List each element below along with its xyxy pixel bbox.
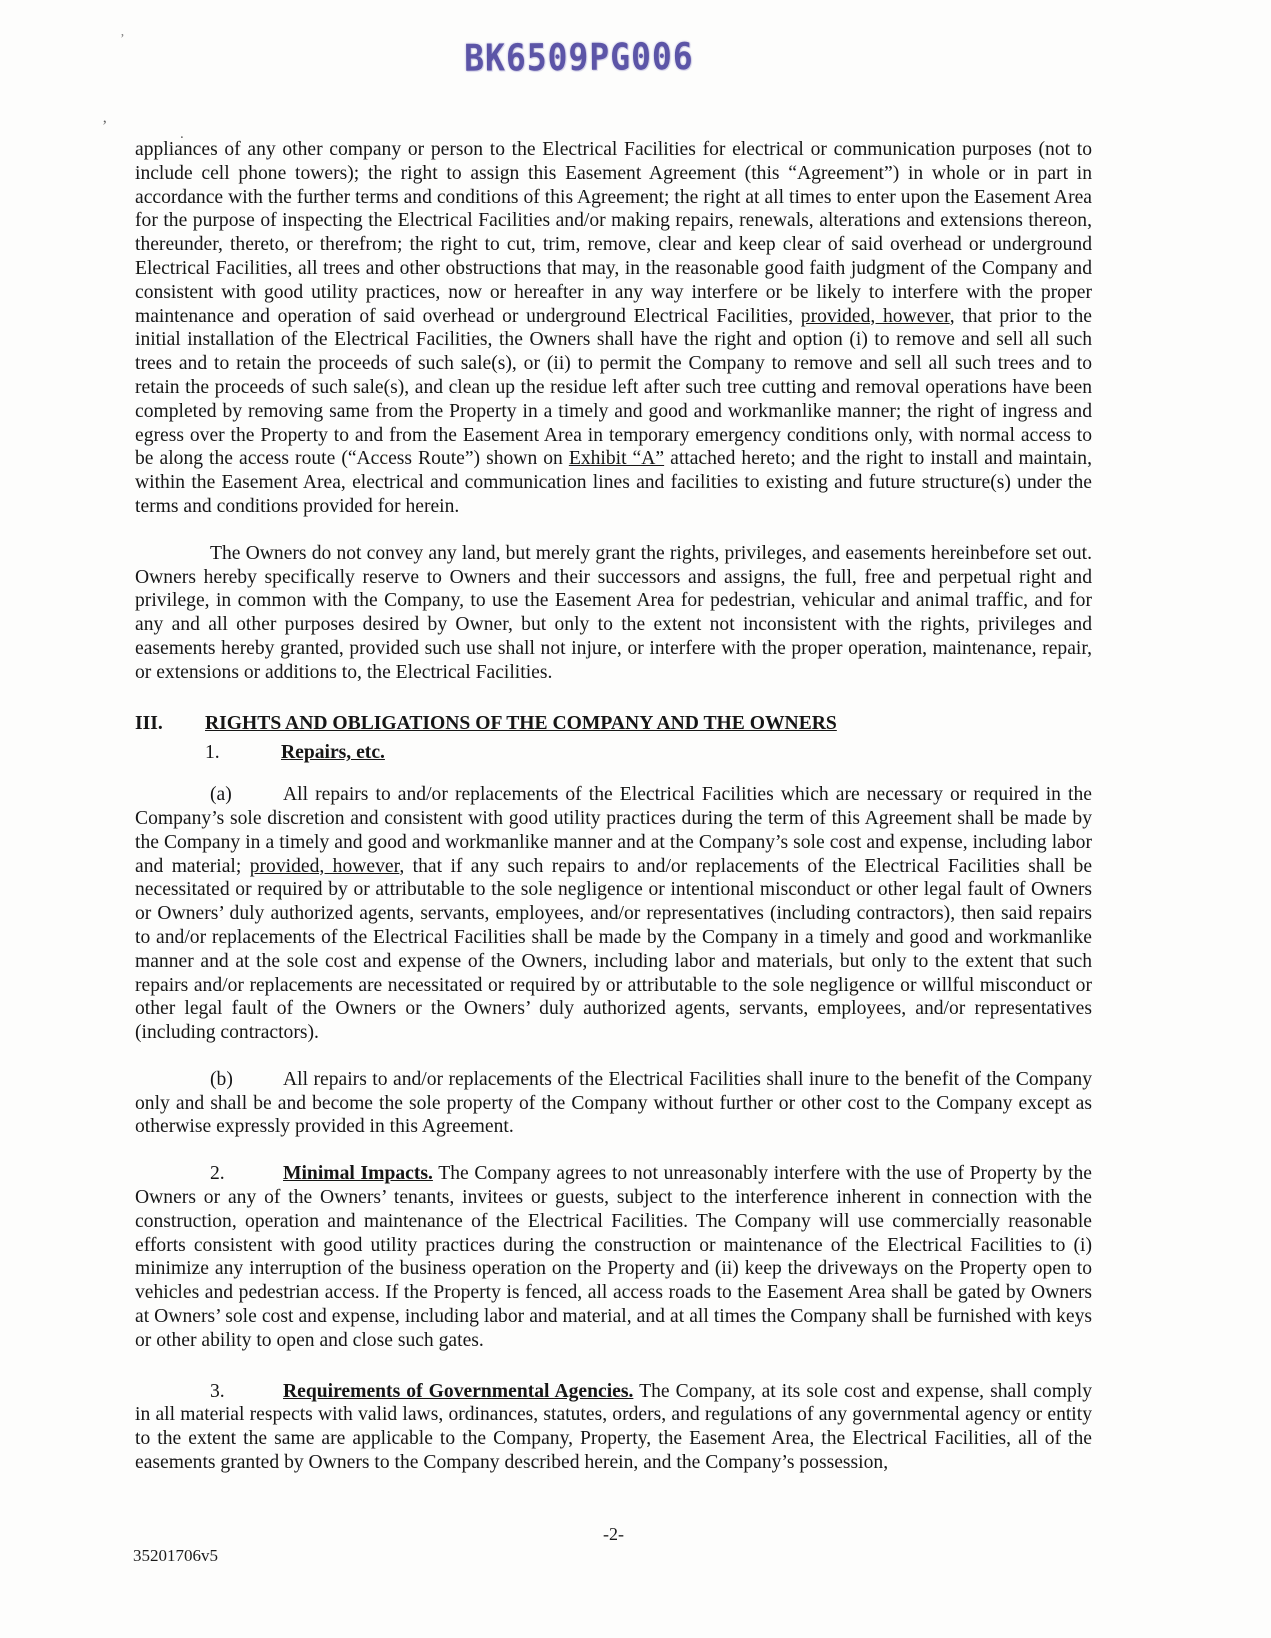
document-version-code: 35201706v5 [133, 1546, 218, 1565]
scan-artifact: . [180, 126, 184, 142]
paragraph-governmental-agencies [135, 1380, 1092, 1475]
body-text: All repairs to and/or replacements of the Electrical Facilities which are necessary or required in the Company’s sole discretion and consistent with good utility practices during the term of this Agreement shall be made by the Company in a timely and good and workmanlike manner and at the Company’s sole cost and expense, including labor and material; [135, 784, 1092, 877]
page-number: -2- [603, 1524, 624, 1544]
book-page-recording-stamp: BK6509PG006 [464, 34, 694, 80]
paragraph-owners-reserve [135, 542, 1092, 685]
body-text: , that if any such repairs to and/or replacements of the Electrical Facilities shall be necessitated or required by or attributable to the sole negligence or intentional misconduct or other legal fault of Owners or Owners’ duly authorized agents, servants, employees, and/or representatives (including contractors), then said repairs to and/or replacements of the Electrical Facilities shall be made by the Company in a timely and good and workmanlike manner and at the sole cost and expense of the Owners, including labor and materials, but only to the extent that such repairs and/or replacements are necessitated or required by or attributable to the sole negligence or willful misconduct or other legal fault of the Owners or the Owners’ duly authorized agents, servants, employees, and/or representatives (including contractors). [135, 855, 1093, 1044]
emphasized-text: Minimal Impacts. [283, 1163, 433, 1185]
body-text: appliances of any other company or person to the Electrical Facilities for electrical or communication purposes (not to include cell phone towers); the right to assign this Easement Agreement (this “Agreement”) in whole or in part in accordance with the further terms and conditions of this Agreement; the right at all times to enter upon the Easement Area for the purpose of inspecting the Electrical Facilities and/or making repairs, renewals, alterations and extensions thereon, thereunder, thereto, or therefrom; the right to cut, trim, remove, clear and keep clear of said overhead or underground Electrical Facilities, all trees and other obstructions that may, in the reasonable good faith judgment of the Company and consistent with good utility practices, now or hereafter in any way interfere or be likely to interfere with the proper maintenance and operation of said overhead or underground Electrical Facilities, [135, 139, 1092, 327]
emphasized-text: provided, however [800, 305, 950, 327]
list-marker: 2. [210, 1163, 225, 1185]
body-text: attached hereto; and the right to install and maintain, within the Easement Area, electrical and communication lines and facilities to existing and future structure(s) under the terms and conditions provided for herein. [135, 448, 1092, 517]
paragraph-repairs-b [135, 1068, 1092, 1139]
body-text: The Company agrees to not unreasonably interfere with the use of Property by the Owners or any of the Owners’ tenants, invitees or guests, subject to the interference inherent in connection with the construction, operation and maintenance of the Electrical Facilities. The Company will use commercially reasonable efforts consistent with good utility practices during the construction or maintenance of the Electrical Facilities to (i) minimize any interruption of the business operation on the Property and (ii) keep the driveways on the Property open to vehicles and pedestrian access. If the Property is fenced, all access roads to the Easement Area shall be gated by Owners at Owners’ sole cost and expense, including labor and material, and at all times the Company shall be furnished with keys or other ability to open and close such gates. [135, 1163, 1093, 1351]
list-marker: 1. [205, 742, 220, 764]
emphasized-text: Requirements of Governmental Agencies. [283, 1380, 634, 1402]
emphasized-text: provided, however [249, 855, 400, 877]
body-text: All repairs to and/or replacements of the Electrical Facilities shall inure to the benefit of the Company only and shall be and become the sole property of the Company without further or other cost to the Company except as otherwise expressly provided in this Agreement. [135, 1068, 1092, 1138]
scan-artifact: ’ [102, 118, 108, 135]
list-marker: 3. [210, 1380, 225, 1402]
emphasized-text: Exhibit “A” [568, 448, 665, 470]
body-text: The Company, at its sole cost and expense, shall comply in all material respects with valid laws, ordinances, statutes, orders, and regulations of any governmental agency or entity to the extent the same are applicable to the Company, Property, the Easement Area, the Electrical Facilities, all of the easements granted by Owners to the Company described herein, and the Company’s possession, [135, 1380, 1092, 1474]
body-text: The Owners do not convey any land, but merely grant the rights, privileges, and easements hereinbefore set out. Owners hereby specifically reserve to Owners and their successors and assigns, the full, free and perpetual right and privilege, in common with the Company, to use the Easement Area for pedestrian, vehicular and animal traffic, and for any and all other purposes desired by Owner, but only to the extent not inconsistent with the rights, privileges and easements hereby granted, provided such use shall not injure, or interfere with the proper operation, maintenance, repair, or extensions or additions to, the Electrical Facilities. [135, 542, 1092, 683]
body-text: , that prior to the initial installation of the Electrical Facilities, the Owners shall have the right and option (i) to remove and sell all such trees and to retain the proceeds of such sale(s), or (ii) to permit the Company to remove and sell all such trees and to retain the proceeds of such sale(s), and clean up the residue left after such tree cutting and removal operations have been completed by removing same from the Property in a timely and good and workmanlike manner; the right of ingress and egress over the Property to and from the Easement Area in temporary emergency conditions only, with normal access to be along the access route (“Access Route”) shown on [135, 305, 1092, 470]
list-marker: (a) [210, 784, 232, 806]
paragraph-minimal-impacts [135, 1162, 1092, 1352]
list-marker: (b) [210, 1068, 233, 1090]
scan-artifact: ’ [120, 32, 125, 47]
section-heading-rights-and-obligations [135, 712, 1092, 736]
paragraph-continuation [135, 138, 1092, 519]
emphasized-text: RIGHTS AND OBLIGATIONS OF THE COMPANY AND THE OWNERS [205, 712, 837, 734]
emphasized-text: Repairs, etc. [281, 742, 385, 764]
document-body [135, 138, 1092, 1475]
subsection-heading-repairs [135, 741, 1092, 765]
paragraph-repairs-a [135, 783, 1092, 1045]
list-marker: III. [135, 712, 163, 734]
